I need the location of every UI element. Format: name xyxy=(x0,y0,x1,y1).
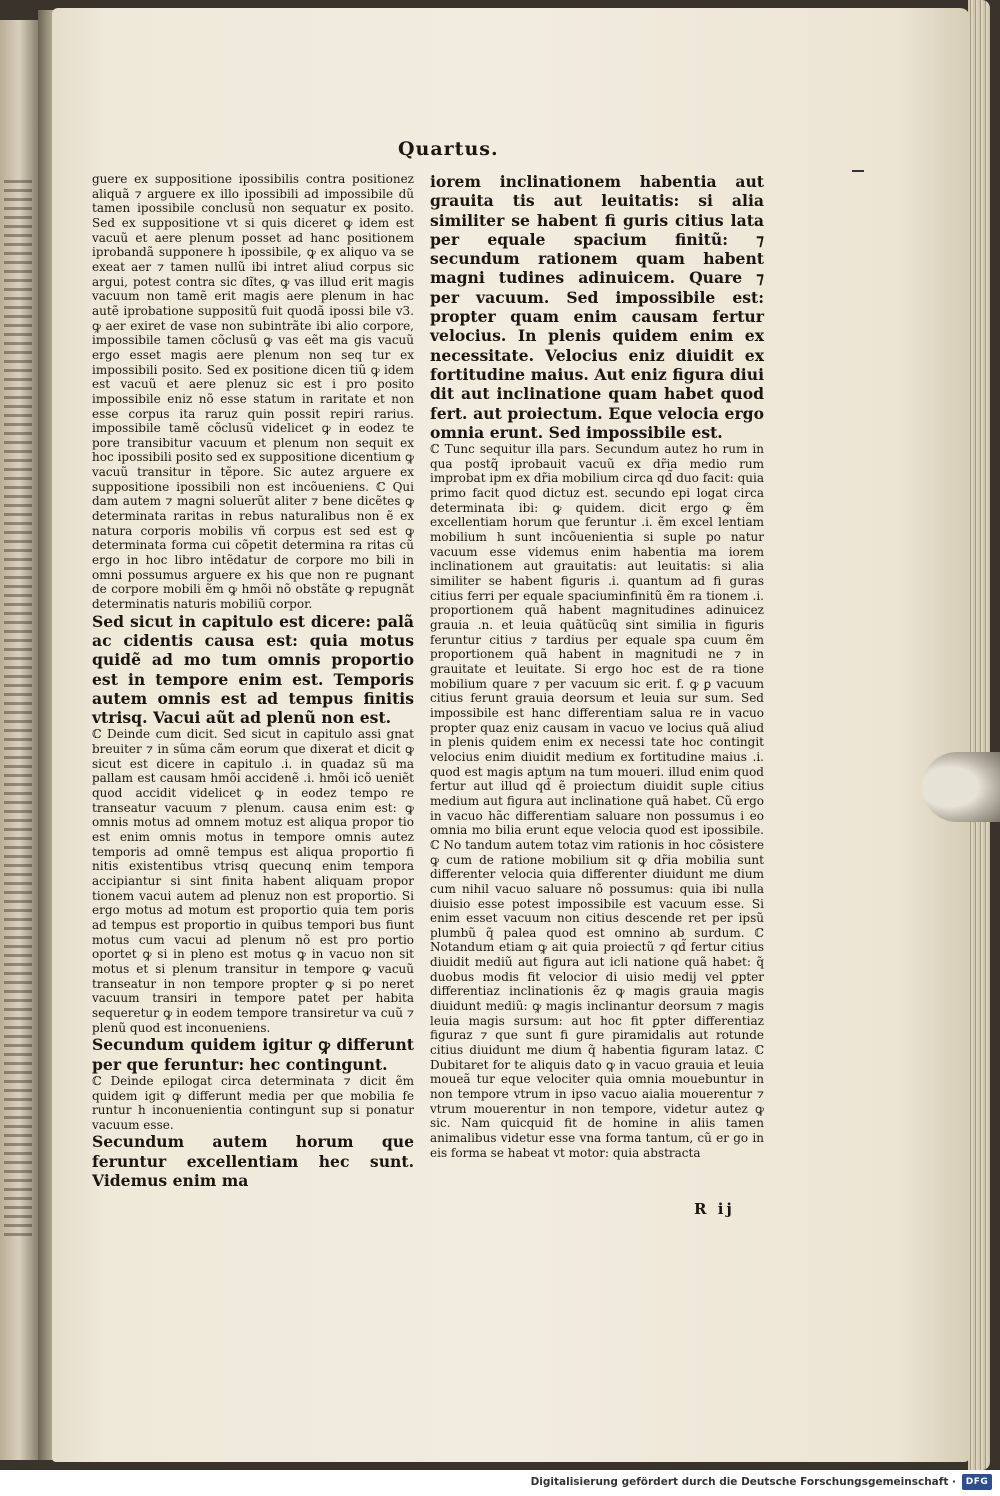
stray-ink-mark xyxy=(852,170,864,172)
gloss-paragraph: guere ex suppositione ipossibilis contra positionez aliquã ⁊ arguere ex illo ipossibili ad impossibile dũ tamen ipossibile conclusũ non sequatur ex posito. Sed ex suppositione vt si quis diceret ꝙ idem est vacuũ et aere plenum posset ad hanc positionem iprobandã supponere h ipossibile, ꝙ ex aliquo va se exeat aer ⁊ tamen nullũ ibi intret aliud corpus sic argui, potest contra sic dĩtes, ꝙ vas illud erit magis vacuum non tamẽ erit magis aere plenum in hac autẽ iprobatione suppositũ fuit quodã ipossi bile v3. ꝙ aer exiret de vase non subintrãte ibi alio corpore, impossibile tamen cõclusũ ꝙ vas eẽt ma gis vacuũ ergo esset magis aere plenum non seq tur ex impossibili posito. Sed ex positione dicen tiũ ꝙ idem est vacuũ et aere plenuz sic est i pro posito impossibile eniz nõ esse statum in raritate et non esse corpus ita raruz quin possit repiri rarius. impossibile tamẽ cõclusũ videlicet ꝙ in eodez te pore transibitur vacuum et plenum non sequit ex hoc ipossibili posito sed ex suppositione dicentium ꝙ vacuũ transitur in tẽpore. Sic autez arguere ex suppositione ipossibili non est incõueniens. ℂ Qui dam autem ⁊ magni soluerũt aliter ⁊ bene dicẽtes ꝙ determinata raritas in rebus naturalibus non ẽ ex natura corporis mobilis vñ corpus est sed est ꝙ determinata forma cui cõpetit determina ra ritas cũ ergo in hoc libro intẽdatur de corpore mo bili in omni possumus arguere ex his que non re pugnant de corpore mobili ẽm ꝙ hmõi nõ obstãte ꝙ repugnãt determinatis naturis mobiliũ corpor. xyxy=(92,172,414,612)
funding-credit: Digitalisierung gefördert durch die Deutsche Forschungsgemeinschaft · xyxy=(530,1476,956,1488)
lemma-paragraph: Secundum autem horum que feruntur excellentiam hec sunt. Videmus enim ma xyxy=(92,1132,414,1191)
lemma-paragraph: Sed sicut in capitulo est dicere: palã ac cidentis causa est: quia motus quidẽ ad mo tum omnis proportio est in tempore enim est. Temporis autem omnis est ad tempus finitis vtrisq. Vacui aũt ad plenũ non est. xyxy=(92,611,414,728)
text-column-left xyxy=(92,172,414,1190)
page-clip-marker xyxy=(922,752,1000,822)
gloss-paragraph: ℂ Deinde epilogat circa determinata ⁊ dicit ẽm quidem igit ꝙ differunt media per que mobilia fe runtur h inconuenientia contingunt sup si ponatur vacuum esse. xyxy=(92,1073,414,1132)
lemma-paragraph: iorem inclinationem habentia aut grauita tis aut leuitatis: si alia similiter se habent fi guris citius lata per equale spacium finitũ: ⁊ secundum rationem quam habent magni tudines adinuicem. Quare ⁊ per vacuum. Sed impossibile est: propter quam enim causam fertur velocius. In plenis quidem enim ex necessitate. Velocius eniz diuidit ex fortitudine maius. Aut eniz figura diui dit aut inclinatione quam habet quod fert. aut proiectum. Eque velocia ergo omnia erunt. Sed impossibile est. xyxy=(430,172,764,442)
lemma-paragraph: Secundum quidem igitur ꝙ differunt per que feruntur: hec contingunt. xyxy=(92,1035,414,1074)
left-page-text-fragment xyxy=(4,180,32,1240)
page-edges xyxy=(968,0,990,1470)
signature-mark: R ij xyxy=(694,1200,735,1218)
footer-bar xyxy=(0,1470,1000,1496)
running-head: Quartus. xyxy=(398,138,499,160)
gloss-paragraph: ℂ Tunc sequitur illa pars. Secundum autez ho rum in qua postq̃ iprobauit vacuũ ex dr̃ia medio rum improbat ipm ex dr̃ia mobilium circa qd̃ duo facit: quia primo facit quod dictuz est. secundo epi logat circa determinata ibi: ꝙ quidem. dicit ergo ꝙ ẽm excellentiam horum que feruntur .i. ẽm excel lentiam mobilium h sunt incõuenientia si suple po natur vacuum esse videmus enim habentia ma iorem inclinationem aut grauitatis: aut leuitatis: si alia similiter se habent figuris .i. quantum ad fi guras citius ferri per equale spaciuminfinitũ ẽm ra tionem .i. proportionem quã habent magnitudines adinuicez grauia .n. et leuia quãtũcũq sint similia in figuris feruntur citius ⁊ tardius per equale spa cuum ẽm proportionem quã habent in magnitudi ne ⁊ in grauitate et leuitate. Si ergo hoc est de ra tione mobilium quare ⁊ per vacuum sic erit. f. ꝙ ꝑ vacuum citius ferunt grauia deorsum et leuia sur sum. Sed impossibile est hanc differentiam salua re in vacuo propter quaz eniz causam in vacuo ve locius quã aliud in plenis quidem enim ex necessi tate hoc contingit velocius enim diuidit medium ex fortitudine maius .i. quod est magis aptum na tum moueri. illud enim quod fertur aut illud qd̃ ẽ proiectum diuidit suple citius medium aut figura aut inclinatione quã habet. Cũ ergo in vacuo hãc differentiam saluare non possumus i eo omnia mo bilia erunt eque velocia quod est ipossibile. ℂ No tandum autem totaz vim rationis in hoc cõsistere ꝙ cum de ratione mobilium sit ꝙ dr̃ia mobilia sunt differenter velocia quia differenter diuidunt me dium cum nihil vacuo saluare nõ possumus: quia ibi nulla diuisio esse potest impossibile est vacuum esse. Si enim esset vacuum non citius descende ret per ipsũ plumbũ q̃ palea quod est omnino ab surdum. ℂ Notandum etiam ꝙ ait quia proiectũ ⁊ qd̃ fertur citius diuidit mediũ aut figura aut icli natione quã habet: q̃ duobus modis fit velocior di uisio medij vel ꝑpter differentiaz inclinationis ẽz ꝙ magis grauia magis diuidunt mediũ: ꝙ magis inclinantur deorsum ⁊ magis leuia magis sursum: aut hoc fit ꝑpter differentiaz figuraz ⁊ que sunt fi gure piramidalis aut rotunde citius diuidunt me dium q̃ habentia figuram lataz. ℂ Dubitaret for te aliquis dato ꝙ in vacuo grauia et leuia moueã tur eque velociter quia omnia mouebuntur in non tempore vtrum in ipso vacuo aialia mouerentur ⁊ vtrum mouerentur in non tempore, videtur autez ꝙ sic. Nam quicquid fit de homine in aliis tamen animalibus videtur esse vna forma tantum, cũ er go in eis forma se habeat vt motor: quia abstracta xyxy=(430,442,764,1160)
gloss-paragraph: ℂ Deinde cum dicit. Sed sicut in capitulo assi gnat breuiter ⁊ in sũma cãm eorum que dixerat et dicit ꝙ sicut est dicere in capitulo .i. in quadaz sũ ma pallam est causam hmõi accidenẽ .i. hmõi icõ ueniẽt quod accidit videlicet ꝙ in eodez tempo re transeatur vacuum ⁊ plenum. causa enim est: ꝙ omnis motus ad omnem motuz est aliqua propor tio est enim omnis motus in tempore omnis autez temporis ad omnẽ tempus est aliqua proportio fi nitis existentibus vtrisq quecunq enim tempora accipiantur si sint finita habent aliquam propor tionem vacui autem ad plenuz non est proportio. Si ergo motus ad motum est proportio quia tem poris ad tempus est proportio in quibus tempori bus fiunt motus cum vacui ad plenum nõ est pro portio oportet ꝙ si in pleno est motus ꝙ in vacuo non sit motus et si plenum transitur in tempore ꝙ vacuũ transeatur in non tempore propter ꝙ si po neret vacuum transiri in tempore patet per habita sequeretur ꝙ in eodem tempore transiretur va cuũ ⁊ plenũ quod est inconueniens. xyxy=(92,727,414,1035)
dfg-logo-icon[interactable]: DFG xyxy=(962,1474,992,1490)
left-page-edge xyxy=(0,20,38,1460)
text-column-right xyxy=(430,172,764,1160)
